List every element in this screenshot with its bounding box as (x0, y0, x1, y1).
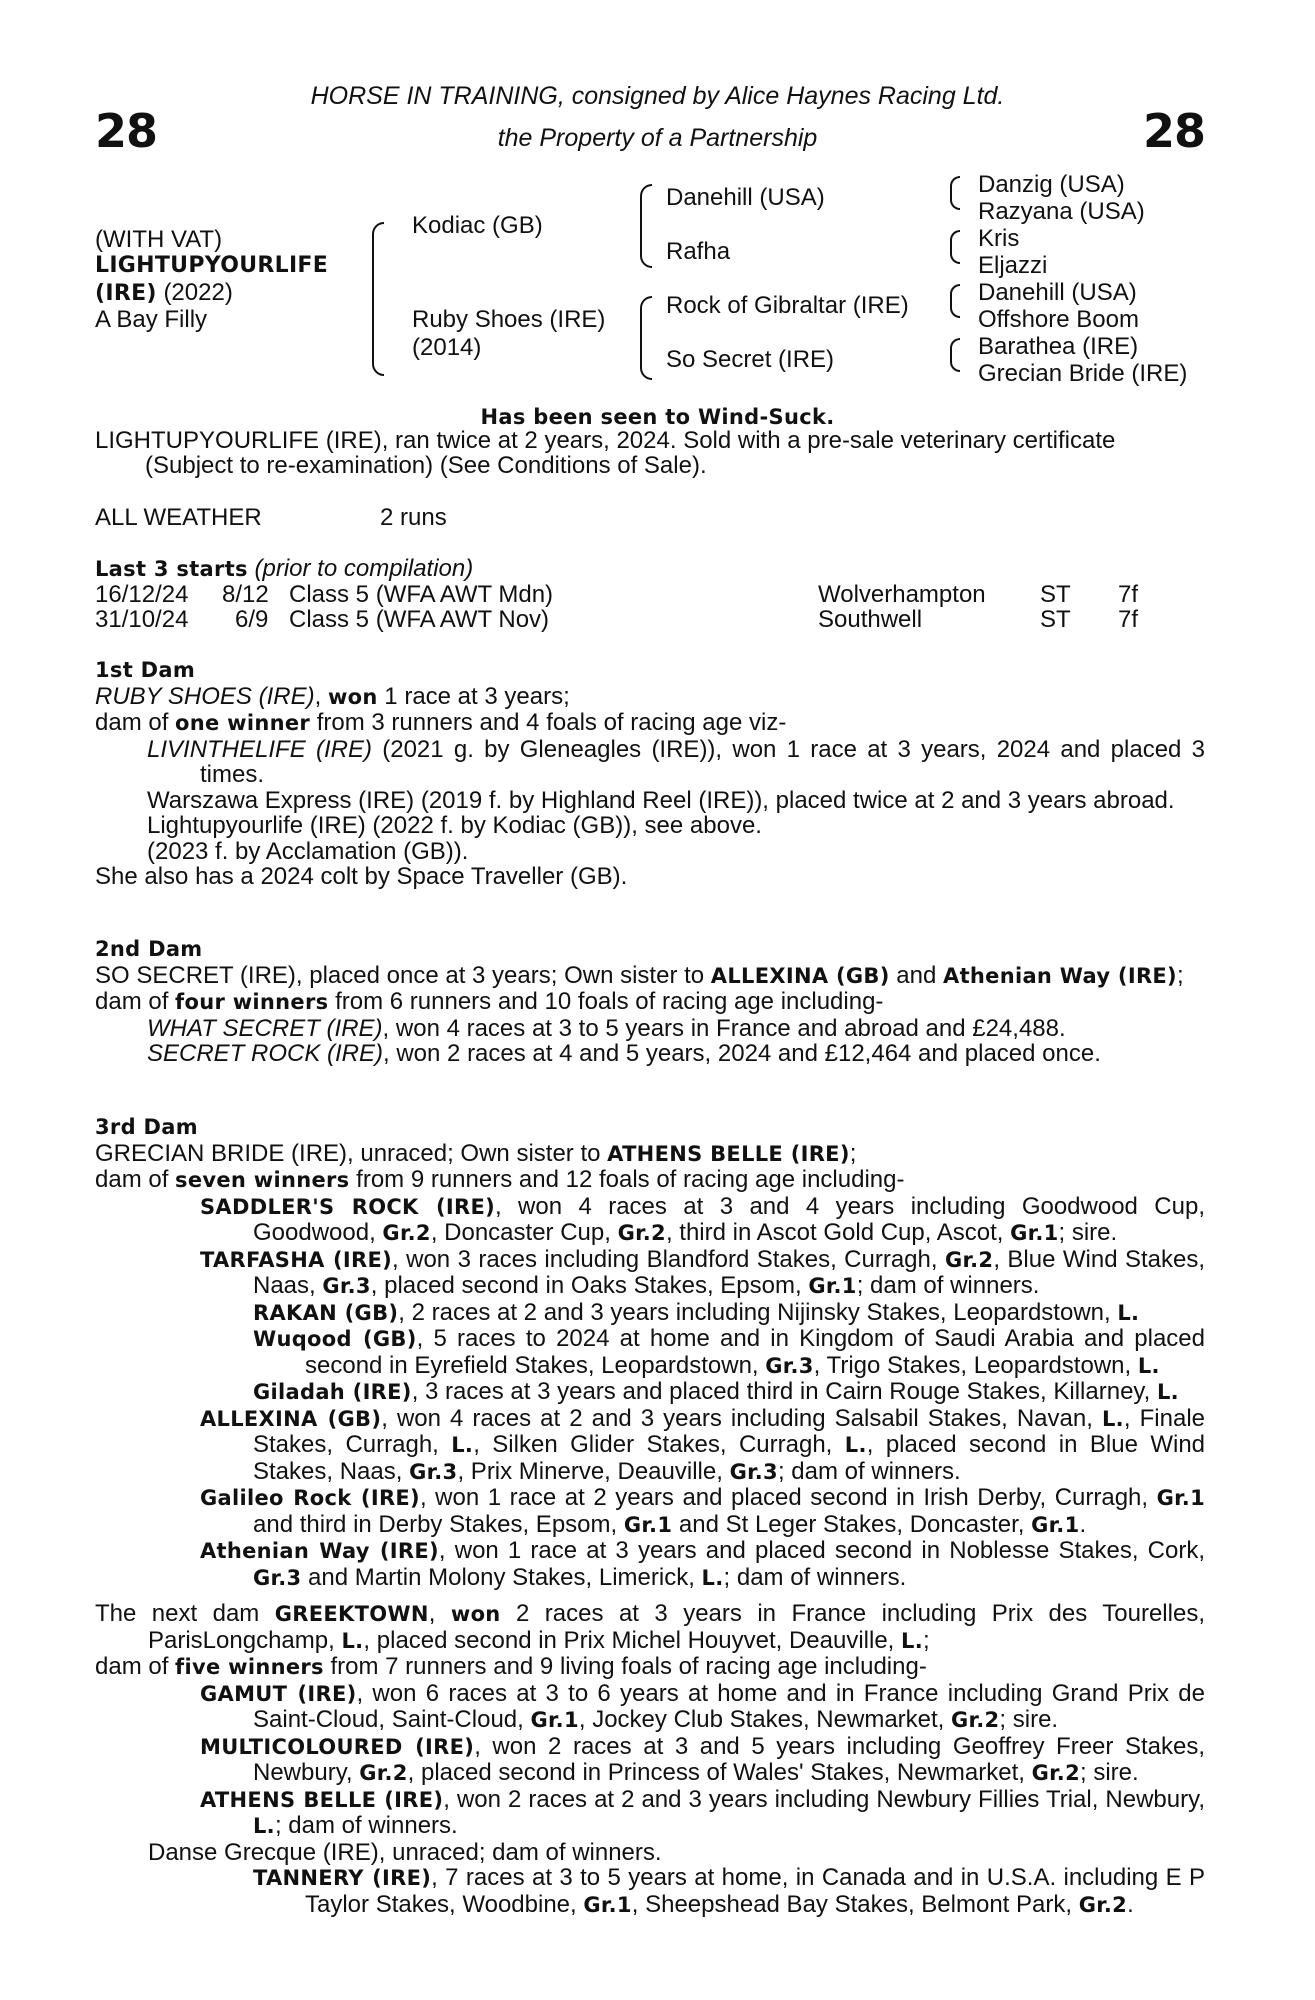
second-dam-produce-line (95, 989, 1205, 1016)
text: , won 2 races at 3 and 5 years including Geoffrey Freer Stakes, Newbury, (253, 1732, 1205, 1786)
pedigree-bracket-sire (640, 184, 652, 268)
produce-entry (95, 1379, 1205, 1406)
grade: Gr.3 (765, 1353, 814, 1378)
last-starts-title: Last 3 starts (95, 557, 248, 581)
text: ; dam of winners. (274, 1812, 458, 1839)
consignor-line: HORSE IN TRAINING, consigned by Alice Haynes Racing Ltd. (310, 82, 1005, 110)
grade: Gr.2 (1031, 1761, 1080, 1785)
sire: Kodiac (GB) (412, 212, 543, 239)
produce-name: TARFASHA (IRE) (200, 1247, 393, 1272)
won-label: won (450, 1602, 501, 1626)
produce-note: She also has a 2024 colt by Space Traveller (GB). (95, 863, 628, 890)
text: , placed second in Princess of Wales' Stakes, Newmarket, (407, 1759, 1032, 1786)
grade: L. (701, 1565, 724, 1590)
text: SO SECRET (IRE), placed once at 3 years; Own sister to (95, 961, 711, 989)
text: , (314, 682, 328, 710)
last-starts-subtitle: (prior to compilation) (254, 555, 474, 582)
pedigree-bracket-main (372, 222, 384, 376)
text: , placed second in Blue Wind Stakes, Naas, (253, 1431, 1206, 1485)
won-label: won (327, 684, 378, 709)
sire-dam: Rafha (666, 238, 731, 265)
produce-name: Galileo Rock (IRE) (200, 1486, 420, 1510)
text: ; dam of winners. (777, 1457, 961, 1485)
summary-line-2: (Subject to re-examination) (See Conditions of Sale). (145, 452, 707, 479)
text: , Doncaster Cup, (430, 1219, 618, 1246)
lot-number-right: 28 (1142, 104, 1205, 158)
produce-record: , won 4 races at 3 to 5 years in France and abroad and £24,488. (382, 1014, 1066, 1042)
produce-entry: (2023 f. by Acclamation (GB)). (147, 837, 469, 865)
text: 2 races at 3 years in France including Prix des Tourelles, ParisLongchamp, (148, 1600, 1205, 1654)
produce-record: (2021 g. by Gleneagles (IRE)), won 1 race at 3 years, 2024 and placed 3 times. (200, 735, 1205, 788)
winners-count: seven winners (175, 1168, 350, 1192)
race-distance: 7f (1118, 606, 1139, 633)
produce-entry (95, 1300, 1205, 1327)
grade: Gr.1 (530, 1708, 579, 1732)
race-distance: 7f (1118, 581, 1139, 608)
produce-name: SECRET ROCK (IRE) (147, 1040, 384, 1067)
race-date: 16/12/24 (95, 581, 189, 608)
winners-count: one winner (175, 711, 311, 735)
grade: Gr.2 (944, 1247, 994, 1272)
horse-year: (2022) (163, 279, 233, 306)
grade: Gr.1 (808, 1274, 857, 1298)
next-dam-line (95, 1601, 1205, 1654)
produce-name: ATHENS BELLE (IRE) (200, 1787, 444, 1812)
text: dam of (95, 988, 176, 1015)
winners-count: four winners (175, 990, 329, 1014)
text: and Martin Molony Stakes, Limerick, (301, 1563, 702, 1591)
text: , won 4 races at 3 and 4 years including Goodwood Cup, Goodwood, (253, 1192, 1205, 1246)
text: from 9 runners and 12 foals of racing age including- (349, 1166, 905, 1193)
grade: L. (844, 1433, 867, 1457)
grade: L. (253, 1814, 275, 1838)
text: . (1127, 1890, 1134, 1918)
text: 1 race at 3 years; (377, 682, 570, 710)
winners-count: five winners (175, 1655, 324, 1679)
produce-entry (95, 1485, 1205, 1538)
text: , Finale Stakes, Curragh, (253, 1404, 1206, 1458)
produce-name: GAMUT (IRE) (200, 1681, 357, 1706)
produce-entry: Lightupyourlife (IRE) (2022 f. by Kodiac (GB)), see above. (147, 812, 762, 839)
text: , Silken Glider Stakes, Curragh, (473, 1431, 845, 1458)
dam-name: RUBY SHOES (IRE) (95, 682, 315, 710)
grade: Gr.3 (729, 1459, 778, 1484)
text: , placed second in Prix Michel Houyvet, Deauville, (363, 1626, 902, 1654)
produce-entry (95, 1538, 1205, 1591)
grade: Gr.1 (1031, 1512, 1080, 1537)
produce-name: RAKAN (GB) (253, 1300, 399, 1325)
text: ; (849, 1139, 857, 1167)
text: from 7 runners and 9 living foals of racing age including- (323, 1653, 927, 1680)
text: The next dam (95, 1600, 275, 1627)
summary-line-1: LIGHTUPYOURLIFE (IRE), ran twice at 2 years, 2024. Sold with a pre-sale veterinary certificate (95, 427, 1116, 454)
grade: L. (1101, 1406, 1124, 1431)
dam-sire: Rock of Gibraltar (IRE) (666, 292, 909, 319)
text: , (428, 1600, 451, 1627)
produce-entry (95, 1681, 1205, 1734)
text: , 5 races to 2024 at home and in Kingdom of Saudi Arabia and placed second in Eyrefield Stakes, Leopardstown, (305, 1325, 1205, 1379)
dam-dam: So Secret (IRE) (666, 346, 835, 373)
text: ; dam of winners. (723, 1563, 907, 1591)
grade: Gr.3 (322, 1274, 371, 1298)
grade: Gr.1 (1156, 1486, 1205, 1510)
text: , won 3 races including Blandford Stakes, Curragh, (392, 1245, 945, 1273)
produce-entry: Warszawa Express (IRE) (2019 f. by Highland Reel (IRE)), placed twice at 2 and 3 years abroad. (147, 786, 1175, 814)
produce-entry (95, 1247, 1205, 1300)
sire-dam-sire: Kris (978, 225, 1020, 252)
text: , won 1 race at 2 years and placed second in Irish Derby, Curragh, (419, 1484, 1157, 1511)
text: ; sire. (1058, 1219, 1118, 1246)
text: ; (1176, 961, 1184, 989)
produce-name: Giladah (IRE) (253, 1380, 412, 1404)
sire-sire-dam: Razyana (USA) (978, 198, 1145, 225)
third-dam-line (95, 1141, 1205, 1168)
grade: Gr.3 (409, 1459, 458, 1484)
race-course: Wolverhampton (818, 581, 986, 608)
text: , won 4 races at 2 and 3 years including Salsabil Stakes, Navan, (381, 1404, 1102, 1432)
dam-sire-sire: Danehill (USA) (978, 279, 1137, 306)
produce-entry (95, 1406, 1205, 1486)
next-dam-section (95, 1601, 1205, 1918)
grade: L. (451, 1433, 474, 1457)
text: dam of (95, 1653, 176, 1680)
produce-name: Wuqood (GB) (253, 1327, 417, 1351)
dam: Ruby Shoes (IRE) (412, 306, 606, 333)
pedigree-bracket-dam (640, 296, 652, 380)
grade: Gr.2 (359, 1761, 408, 1785)
text: , Sheepshead Bay Stakes, Belmont Park, (631, 1890, 1079, 1918)
text: , Blue Wind Stakes, Naas, (253, 1245, 1205, 1299)
first-dam-heading: 1st Dam (95, 658, 196, 682)
wind-suck-notice: Has been seen to Wind-Suck. (480, 405, 835, 429)
horse-ref: ALLEXINA (GB) (710, 963, 890, 988)
produce-record: , won 2 races at 4 and 5 years, 2024 and £12,464 and placed once. (383, 1040, 1101, 1067)
produce-entry (95, 737, 1205, 788)
text: , 2 races at 2 and 3 years including Nijinsky Stakes, Leopardstown, (398, 1298, 1118, 1326)
text: ; sire. (999, 1706, 1059, 1733)
second-dam-line (95, 963, 1205, 990)
text: , won 1 race at 3 years and placed second in Noblesse Stakes, Cork, (438, 1537, 1205, 1564)
race-class: Class 5 (WFA AWT Mdn) (289, 581, 554, 608)
text: . (1079, 1510, 1087, 1538)
text: dam of (95, 709, 176, 736)
third-dam-section (95, 1115, 1205, 1591)
produce-name: SADDLER'S ROCK (IRE) (200, 1194, 495, 1219)
text: , won 2 races at 2 and 3 years including Newbury Fillies Trial, Newbury, (443, 1785, 1206, 1813)
last-starts-heading (95, 556, 473, 583)
race-class: Class 5 (WFA AWT Nov) (289, 606, 550, 633)
race-course: Southwell (818, 606, 923, 633)
text: and St Leger Stakes, Doncaster, (672, 1510, 1032, 1538)
produce-entry (95, 1326, 1205, 1379)
grade: Gr.2 (951, 1708, 1000, 1732)
produce-entry (95, 1016, 1205, 1042)
race-going: ST (1040, 581, 1071, 608)
produce-name: ALLEXINA (GB) (200, 1406, 382, 1431)
horse-ref: ATHENS BELLE (IRE) (607, 1141, 850, 1166)
all-weather-label: ALL WEATHER (95, 504, 262, 531)
produce-name: LIVINTHELIFE (IRE) (147, 735, 372, 763)
text: , 7 races at 3 to 5 years at home, in Canada and in U.S.A. including E P Taylor Stakes, Woodbine, (305, 1864, 1206, 1918)
grade: Gr.2 (617, 1221, 666, 1245)
horse-name: LIGHTUPYOURLIFE (95, 253, 329, 278)
text: dam of (95, 1166, 176, 1193)
text: , Trigo Stakes, Leopardstown, (813, 1351, 1138, 1379)
produce-entry (95, 1865, 1205, 1918)
race-date: 31/10/24 (95, 606, 189, 633)
sire-sire: Danehill (USA) (666, 184, 825, 211)
third-dam-heading: 3rd Dam (95, 1115, 198, 1139)
grade: L. (1156, 1380, 1179, 1404)
produce-entry (95, 1194, 1205, 1247)
second-dam-heading: 2nd Dam (95, 937, 203, 961)
grade: Gr.1 (583, 1892, 632, 1917)
vat-label: (WITH VAT) (95, 226, 223, 253)
race-place: 6/9 (235, 606, 269, 633)
text: and (889, 961, 944, 989)
text: , Prix Minerve, Deauville, (457, 1457, 730, 1485)
sire-sire-sire: Danzig (USA) (978, 171, 1125, 198)
lot-number-left: 28 (95, 104, 158, 158)
grade: Gr.2 (1078, 1892, 1128, 1917)
next-dam-produce-line (95, 1654, 1205, 1681)
text: , third in Ascot Gold Cup, Ascot, (665, 1219, 1011, 1246)
produce-name: WHAT SECRET (IRE) (147, 1014, 383, 1042)
horse-description: A Bay Filly (95, 306, 208, 333)
grade: Gr.1 (623, 1512, 673, 1537)
produce-entry (95, 1787, 1205, 1840)
dam-year: (2014) (412, 334, 482, 361)
grade: Gr.2 (382, 1221, 431, 1245)
grade: Gr.1 (1010, 1221, 1059, 1245)
produce-name: TANNERY (IRE) (253, 1866, 432, 1890)
produce-entry (95, 1041, 1205, 1067)
grade: L. (1117, 1300, 1140, 1325)
race-place: 8/12 (222, 581, 269, 608)
produce-entry: Danse Grecque (IRE), unraced; dam of winners. (148, 1838, 662, 1866)
third-dam-produce-line (95, 1167, 1205, 1194)
first-dam-section (95, 658, 1205, 890)
property-line: the Property of a Partnership (497, 124, 818, 152)
text: ; dam of winners. (856, 1272, 1040, 1299)
pedigree-bracket-ds (950, 284, 960, 318)
horse-name-line2 (95, 279, 233, 308)
pedigree-bracket-sd (950, 230, 960, 264)
text: ; (922, 1626, 930, 1654)
text: GRECIAN BRIDE (IRE), unraced; Own sister to (95, 1139, 608, 1167)
race-going: ST (1040, 606, 1071, 633)
second-dam-section (95, 937, 1205, 1067)
horse-ref: Athenian Way (IRE) (943, 963, 1177, 988)
dam-dam-dam: Grecian Bride (IRE) (978, 360, 1188, 387)
all-weather-runs: 2 runs (380, 504, 447, 531)
pedigree-bracket-dd (950, 338, 960, 372)
text: from 6 runners and 10 foals of racing age including- (328, 988, 884, 1015)
pedigree-bracket-ss (950, 176, 960, 210)
first-dam-produce-line (95, 710, 1205, 737)
grade: L. (1137, 1353, 1160, 1378)
grade: L. (341, 1628, 364, 1653)
dam-sire-dam: Offshore Boom (978, 306, 1139, 333)
text: and third in Derby Stakes, Epsom, (253, 1510, 624, 1538)
text: , placed second in Oaks Stakes, Epsom, (370, 1272, 809, 1299)
grade: Gr.3 (253, 1565, 302, 1590)
produce-name: MULTICOLOURED (IRE) (200, 1734, 475, 1759)
grade: L. (901, 1628, 923, 1653)
produce-entry (95, 1734, 1205, 1787)
text: , Jockey Club Stakes, Newmarket, (578, 1706, 952, 1733)
sire-dam-dam: Eljazzi (978, 252, 1048, 279)
text: from 3 runners and 4 foals of racing age viz- (310, 709, 787, 736)
dam-name: GREEKTOWN (274, 1602, 429, 1626)
produce-name: Athenian Way (IRE) (200, 1539, 439, 1563)
text: , 3 races at 3 years and placed third in Cairn Rouge Stakes, Killarney, (411, 1378, 1157, 1405)
text: ; sire. (1080, 1759, 1139, 1786)
dam-dam-sire: Barathea (IRE) (978, 333, 1139, 360)
first-dam-line (95, 684, 1205, 711)
text: , won 6 races at 3 to 6 years at home and in France including Grand Prix de Saint-Cloud, Saint-Cloud, (253, 1679, 1205, 1733)
horse-suffix: (IRE) (95, 281, 157, 306)
